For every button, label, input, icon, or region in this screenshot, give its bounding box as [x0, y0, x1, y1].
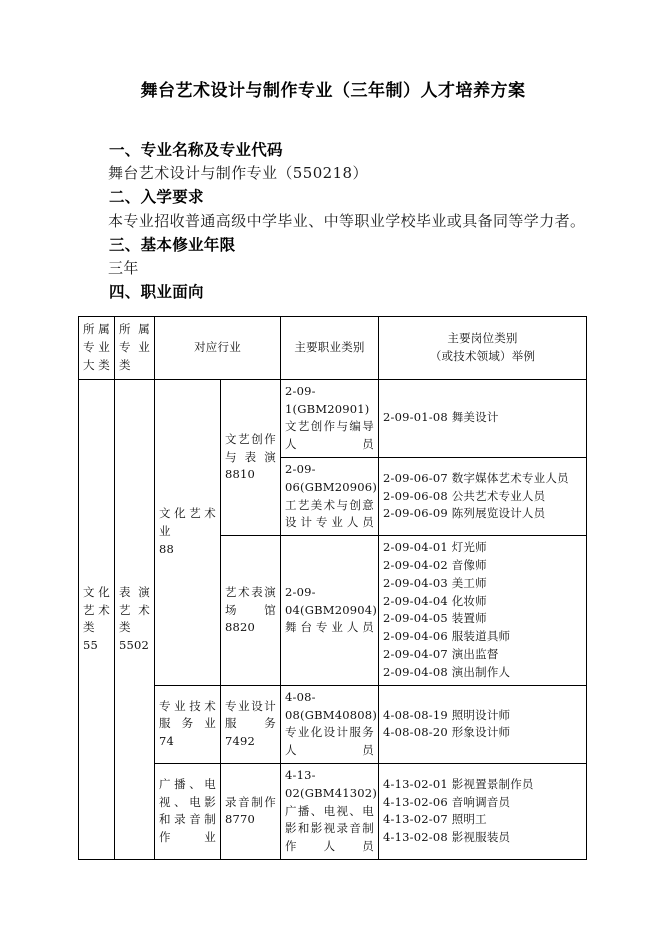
cell-industry-r4	[155, 685, 221, 763]
industry-culture-code: 88	[159, 542, 175, 557]
cell-occupation-r4: 4-08-08(GBM40808)专业化设计服务人员	[281, 685, 379, 763]
cell-positions-r3	[379, 536, 587, 686]
cell-positions-r4	[379, 685, 587, 763]
position-item: 4-08-08-19 照明设计师	[383, 707, 511, 722]
document-title: 舞台艺术设计与制作专业（三年制）人才培养方案	[140, 81, 526, 101]
sub-industry-code-r4: 7492	[225, 734, 256, 749]
cell-occupation-r2: 2-09-06(GBM20906)工艺美术与创意设计专业人员	[281, 457, 379, 535]
section-body-2: 本专业招收普通高级中学毕业、中等职业学校毕业或具备同等学力者。	[108, 211, 586, 230]
cell-positions-r2	[379, 457, 587, 535]
specialty-category-name: 表演艺术类	[119, 584, 150, 635]
position-item: 4-13-02-07 照明工	[383, 812, 487, 827]
header-occupation-category: 主要职业类别	[281, 316, 379, 379]
industry-name-r5: 广播、电视、电影和录音制作业	[159, 776, 216, 845]
position-item: 2-09-04-06 服装道具师	[383, 629, 511, 644]
position-item: 4-13-02-01 影视置景制作员	[383, 776, 534, 791]
position-item: 2-09-04-04 化妆师	[383, 593, 487, 608]
career-orientation-table	[78, 316, 587, 860]
cell-sub-industry-r4	[221, 685, 281, 763]
position-item: 4-13-02-08 影视服装员	[383, 830, 511, 845]
table-header-row	[79, 316, 587, 379]
section-body-1: 舞台艺术设计与制作专业（550218）	[108, 164, 368, 183]
cell-sub-industry-r3	[221, 536, 281, 686]
position-item: 2-09-06-09 陈列展览设计人员	[383, 506, 546, 521]
document-content	[78, 0, 588, 860]
header-industry: 对应行业	[155, 316, 281, 379]
cell-occupation-r5: 4-13-02(GBM41302)广播、电视、电影和影视录音制作人员	[281, 763, 379, 859]
sub-industry-name-r5: 录音制作	[225, 794, 276, 809]
sub-industry-code-r3: 8820	[225, 620, 256, 635]
header-specialty-category: 所属专业类	[115, 316, 155, 379]
spacer	[78, 104, 588, 138]
table-row	[79, 379, 587, 457]
cell-major-category	[79, 379, 115, 859]
header-position-line2: （或技术领域）举例	[429, 348, 536, 363]
major-category-name: 文化艺术类	[83, 584, 110, 635]
position-item: 2-09-01-08 舞美设计	[383, 410, 499, 425]
cell-specialty-category	[115, 379, 155, 859]
section-body-3: 三年	[108, 259, 139, 278]
position-item: 2-09-04-01 灯光师	[383, 540, 487, 555]
position-item: 4-08-08-20 形象设计师	[383, 725, 511, 740]
section-heading-1: 一、专业名称及专业代码	[109, 139, 283, 159]
header-major-category: 所属专业大类	[79, 316, 115, 379]
cell-positions-r5	[379, 763, 587, 859]
header-position-category	[379, 316, 587, 379]
position-item: 2-09-04-08 演出制作人	[383, 664, 511, 679]
sub-industry-code-r5: 8770	[225, 812, 256, 827]
major-category-code: 55	[83, 638, 99, 653]
cell-occupation-r1: 2-09-1(GBM20901) 文艺创作与编导人员	[281, 379, 379, 457]
position-item: 2-09-04-03 美工师	[383, 575, 487, 590]
cell-industry-r5	[155, 763, 221, 859]
table-row	[79, 763, 587, 859]
sub-industry-name-r1: 文艺创作与表演	[225, 431, 276, 464]
header-position-line1: 主要岗位类别	[447, 330, 518, 345]
cell-sub-industry-r1	[221, 379, 281, 536]
position-item: 2-09-04-07 演出监督	[383, 647, 499, 662]
cell-industry-culture	[155, 379, 221, 685]
position-item: 2-09-06-07 数字媒体艺术专业人员	[383, 470, 569, 485]
sub-industry-code-r1: 8810	[225, 467, 256, 482]
section-heading-3: 三、基本修业年限	[109, 234, 236, 254]
specialty-category-code: 5502	[119, 638, 150, 653]
sub-industry-name-r4: 专业设计服务	[225, 698, 276, 731]
section-heading-4: 四、职业面向	[109, 282, 204, 302]
position-item: 2-09-06-08 公共艺术专业人员	[383, 488, 546, 503]
section-heading-2: 二、入学要求	[109, 187, 204, 207]
industry-code-r4: 74	[159, 734, 175, 749]
industry-name-r4: 专业技术服务业	[159, 698, 216, 731]
position-item: 2-09-04-02 音像师	[383, 558, 487, 572]
cell-sub-industry-r5	[221, 763, 281, 859]
cell-occupation-r3: 2-09-04(GBM20904) 舞台专业人员	[281, 536, 379, 686]
position-item: 4-13-02-06 音响调音员	[383, 794, 511, 809]
table-row	[79, 685, 587, 763]
industry-culture-name: 文化艺术业	[159, 506, 216, 539]
sub-industry-name-r3: 艺术表演场馆	[225, 584, 276, 617]
cell-positions-r1	[379, 379, 587, 457]
position-item: 2-09-04-05 装置师	[383, 611, 487, 626]
